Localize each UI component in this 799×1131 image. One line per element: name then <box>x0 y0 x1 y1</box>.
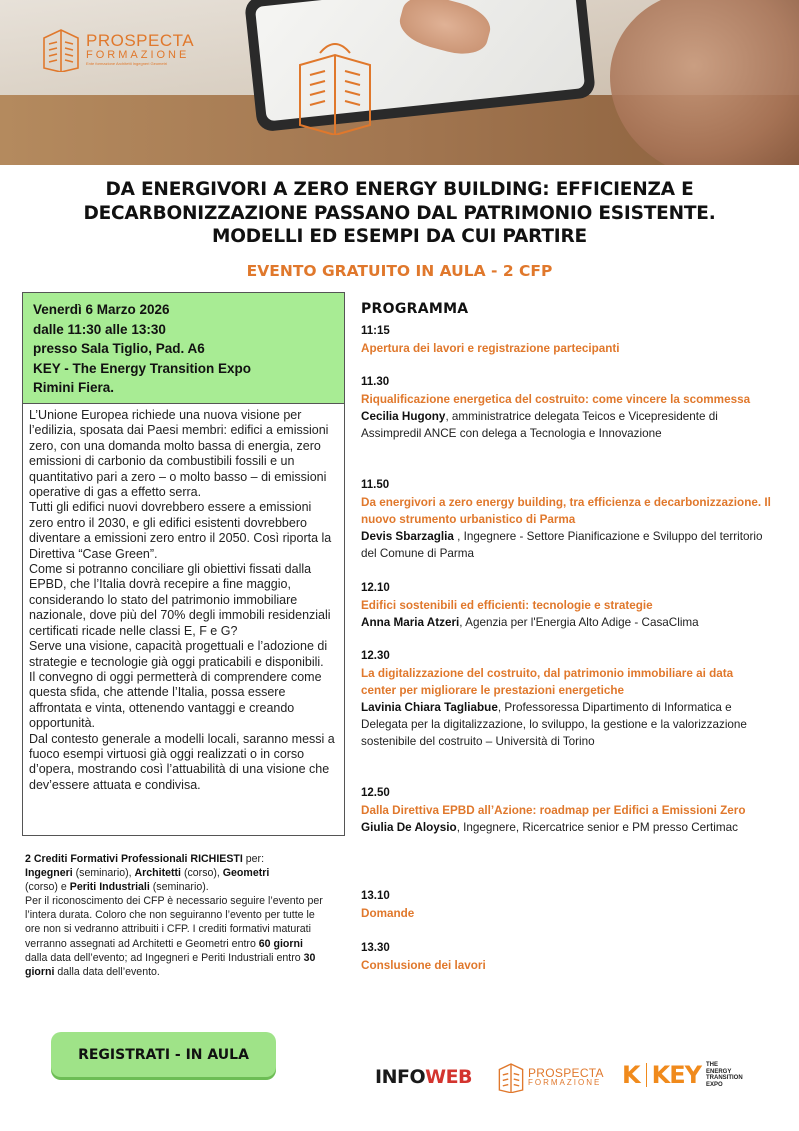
description-paragraph: Tutti gli edifici nuovi dovrebbero essere a emissioni zero entro il 2030, e gli edifici esistenti dovrebbero diventare a emissioni zero entro il 2050. Così riporta la Direttiva “Case Green”. <box>29 500 332 561</box>
program-item <box>361 942 771 974</box>
program-heading: PROGRAMMA <box>361 301 469 317</box>
description-paragraph: Serve una visione, capacità progettuali e l’adozione di strategie e tecnologie già oggi praticabili e disponibili. <box>29 639 328 669</box>
description-paragraph: L’Unione Europea richiede una nuova visione per l’edilizia, sposata dai Paesi membri: edifici a emissioni zero, con una domanda molto bassa di energia, zero emissioni di carbonio da combustibili fossili e un quantitativo pari a zero – o molto basso – di emissioni operative di gas a effetto serra. <box>29 408 329 500</box>
credits-architetti: Architetti <box>134 867 181 880</box>
title-line-1: DA ENERGIVORI A ZERO ENERGY BUILDING: EFFICIENZA E <box>105 179 694 200</box>
description-paragraph: Come si potranno conciliare gli obiettivi fissati dalla EPBD, che l’Italia dovrà recepire a fine maggio, considerando lo stato del patrimonio immobiliare nazionale, dove più del 70% degli immobili residenziali certificati ricade nelle classi E, F e G? <box>29 562 331 638</box>
credits-body-a: Per il riconoscimento dei CFP è necessario seguire l’evento per l’intera durata. Coloro che non seguiranno l’evento per tutte le ore non si vedranno attribuiti i CFP. I crediti formativi maturati verranno assegnati ad Architetti e Geometri entro <box>25 895 323 950</box>
description-paragraph: Il convegno di oggi permetterà di comprendere come questa sfida, che attende l’Italia, possa essere affrontata e vinta, ottenendo vantaggi e creando opportunità. <box>29 669 322 731</box>
event-time: dalle 11:30 alle 13:30 <box>33 321 166 337</box>
credits-periti: Periti Industriali <box>69 881 150 894</box>
program-topic: Conslusione dei lavori <box>361 959 486 972</box>
description-box <box>22 404 345 836</box>
program-speaker: Devis Sbarzaglia <box>361 530 454 543</box>
key-expo-logo <box>622 1061 743 1089</box>
event-date: Venerdì 6 Marzo 2026 <box>33 302 170 317</box>
program-speaker: Lavinia Chiara Tagliabue <box>361 701 498 714</box>
hero-image <box>0 0 799 165</box>
key-k-icon: K <box>622 1061 641 1089</box>
key-tagline: THE ENERGY TRANSITION EXPO <box>705 1062 743 1088</box>
program-item <box>361 787 771 836</box>
infoweb-logo-a: INFO <box>375 1066 426 1088</box>
hero-arm <box>610 0 799 165</box>
description-paragraph: Dal contesto generale a modelli locali, saranno messi a fuoco esempi virtuosi già oggi realizzati o in corso d’opera, mostrando così l’attuabilità di una visione che dev’essere attuata e condivisa. <box>29 731 335 792</box>
key-wordmark: KEY <box>651 1061 701 1089</box>
program-speaker-line <box>361 699 771 750</box>
key-separator <box>646 1063 647 1087</box>
program-time: 11:15 <box>361 325 390 337</box>
program-topic: Edifici sostenibili ed efficienti: tecnologie e strategie <box>361 599 653 612</box>
program-item <box>361 325 771 357</box>
credits-30-days: 30 giorni <box>25 951 316 978</box>
program-time: 13.30 <box>361 942 390 954</box>
program-speaker-line <box>361 528 771 562</box>
program-speaker: Anna Maria Atzeri <box>361 616 460 629</box>
prospecta-footer-icon <box>498 1061 524 1093</box>
infoweb-logo <box>375 1066 472 1088</box>
event-room: presso Sala Tiglio, Pad. A6 <box>33 341 205 356</box>
program-speaker-role: , Ingegnere, Ricercatrice senior e PM presso Certimac <box>456 821 738 834</box>
brand-sub: FORMAZIONE <box>86 48 190 61</box>
prospecta-footer-logo <box>498 1061 604 1093</box>
credits-ingegneri-note: (seminario), <box>72 867 135 880</box>
credits-architetti-note: (corso), <box>181 867 223 880</box>
program-topic: La digitalizzazione del costruito, dal patrimonio immobiliare ai data center per migliorare le prestazioni energetiche <box>361 667 734 697</box>
prospecta-footer-name: PROSPECTA <box>528 1065 604 1080</box>
program-item <box>361 582 771 631</box>
program-speaker: Giulia De Aloysio <box>361 821 457 834</box>
program-time: 11.30 <box>361 376 390 388</box>
program-time: 12.30 <box>361 650 390 662</box>
program-speaker-role: , Professoressa Dipartimento di Informatica e Delegata per la digitalizzazione, lo sviluppo, la gestione e la valorizzazione sostenibile del costruito – Università di Torino <box>361 701 747 748</box>
register-button[interactable]: REGISTRATI - IN AULA <box>51 1032 276 1077</box>
program-speaker-line <box>361 614 771 631</box>
program-topic: Domande <box>361 907 415 920</box>
program-speaker-role: , Agenzia per l'Energia Alto Adige - CasaClima <box>459 616 699 629</box>
brand-name: PROSPECTA <box>86 30 195 50</box>
infoweb-logo-b: WEB <box>425 1066 473 1088</box>
program-topic: Da energivori a zero energy building, tra efficienza e decarbonizzazione. Il nuovo strumento urbanistico di Parma <box>361 496 771 526</box>
program-item <box>361 376 771 442</box>
building-sketch-icon <box>290 35 380 135</box>
credits-heading: 2 Crediti Formativi Professionali RICHIESTI <box>25 853 243 865</box>
credits-ingegneri: Ingegneri <box>25 867 73 880</box>
brand-tagline: Ente formazione Architetti Ingegneri Geometri <box>86 61 167 67</box>
prospecta-footer-sub: FORMAZIONE <box>528 1077 602 1087</box>
program-speaker-line <box>361 408 771 442</box>
program-item <box>361 650 771 750</box>
program-time: 11.50 <box>361 479 390 491</box>
event-title <box>20 178 779 249</box>
program-topic: Apertura dei lavori e registrazione partecipanti <box>361 342 620 355</box>
event-venue: Rimini Fiera. <box>33 380 115 395</box>
credits-geometri: Geometri <box>222 867 270 880</box>
program-topic: Riqualificazione energetica del costruito: come vincere la scommessa <box>361 393 751 406</box>
credits-periti-note: (seminario). <box>149 881 209 894</box>
program-speaker-line <box>361 819 771 836</box>
program-time: 12.50 <box>361 787 390 799</box>
program-item <box>361 479 771 562</box>
credits-60-days: 60 giorni <box>258 937 303 950</box>
event-info-box <box>22 292 345 404</box>
event-subtitle: EVENTO GRATUITO IN AULA - 2 CFP <box>246 262 553 280</box>
program-speaker-role: , Ingegnere - Settore Pianificazione e Sviluppo del territorio del Comune di Parma <box>361 530 763 560</box>
program-speaker: Cecilia Hugony <box>361 410 446 423</box>
program-item <box>361 890 771 922</box>
title-line-2: DECARBONIZZAZIONE PASSANO DAL PATRIMONIO ESISTENTE. <box>83 202 716 224</box>
program-speaker-role: , amministratrice delegata Teicos e Vicepresidente di Assimpredil ANCE con delega a Tecnologia e Innovazione <box>361 410 718 440</box>
prospecta-logo <box>42 26 194 72</box>
program-time: 13.10 <box>361 890 390 902</box>
title-line-3: MODELLI ED ESEMPI DA CUI PARTIRE <box>212 226 587 247</box>
credits-body-c: dalla data dell’evento. <box>54 965 160 978</box>
credits-info <box>25 852 325 979</box>
prospecta-logo-icon <box>42 26 80 72</box>
credits-heading-rest: per: <box>242 853 265 865</box>
program-topic: Dalla Direttiva EPBD all’Azione: roadmap per Edifici a Emissioni Zero <box>361 804 746 817</box>
event-expo: KEY - The Energy Transition Expo <box>33 360 252 376</box>
credits-geometri-note: (corso) e <box>25 881 70 894</box>
credits-body-b: dalla data dell’evento; ad Ingegneri e Periti Industriali entro <box>25 951 304 964</box>
program-time: 12.10 <box>361 582 390 594</box>
